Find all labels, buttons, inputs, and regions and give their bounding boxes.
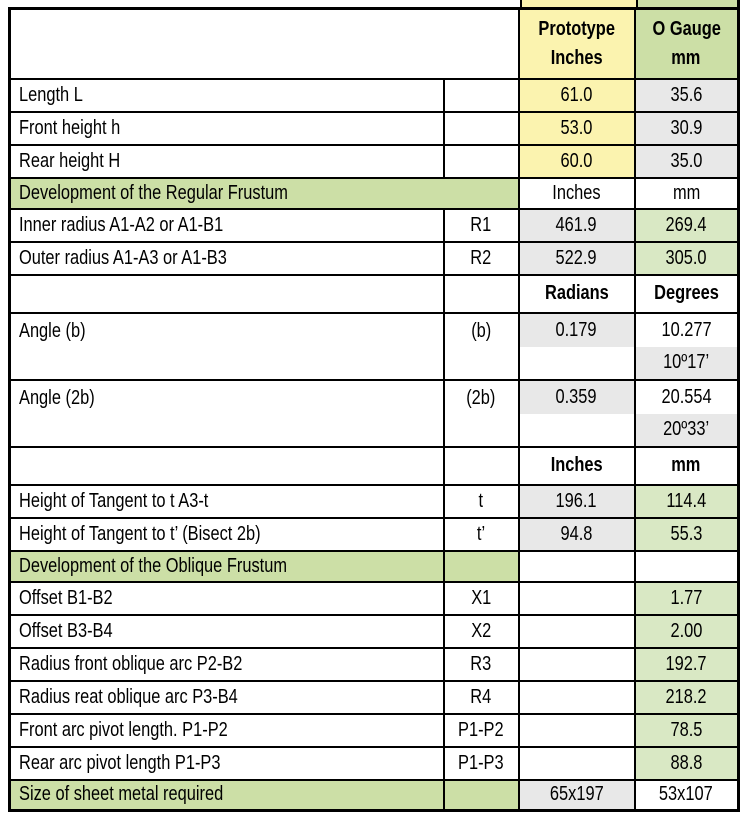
cell-label [10,447,444,485]
cell-text: Inner radius A1-A2 or A1-B1 [19,213,224,236]
cell-text: R2 [470,246,492,269]
cell-text: P1-P3 [458,751,504,774]
cell-radians-empty [519,414,635,447]
cell-label [10,209,444,242]
cell-label [10,79,444,112]
cell-label [10,681,444,714]
cell-text: 78.5 [670,718,703,741]
cell-text: R3 [470,652,492,675]
cell-inches-value [519,551,635,582]
table-section-row [10,551,739,582]
cell-text: Rear height H [19,149,121,172]
cell-symbol [444,209,519,242]
cell-symbol [444,112,519,145]
cell-text: P1-P2 [458,718,504,741]
cell-text: (2b) [466,386,496,409]
header-prototype-inches [520,17,634,71]
cell-text: R4 [470,685,492,708]
cell-symbol [444,447,519,485]
cell-label [10,582,444,615]
table-section-row [10,780,739,811]
cell-text: 20.554 [661,385,712,408]
cell-inches-value [519,485,635,518]
cell-text: 461.9 [555,213,598,236]
table-row [10,485,739,518]
cell-symbol [444,242,519,275]
cell-symbol [444,681,519,714]
cell-symbol [444,485,519,518]
cell-inches-value [519,242,635,275]
cell-text: mm [671,454,701,476]
cell-symbol [444,79,519,112]
cell-radians-empty [519,347,635,380]
cell-text: 0.359 [555,385,598,408]
cell-radians-value [519,380,635,414]
cell-text: Front height h [19,116,121,139]
cell-text: Inches [550,46,603,69]
table-row [10,112,739,145]
cell-inches-value [519,178,635,209]
cell-mm-value [635,485,739,518]
cell-inches-value [519,112,635,145]
table-subheader-row [10,447,739,485]
cell-text: Offset B3-B4 [19,619,113,642]
cell-text: 218.2 [665,685,707,708]
cell-inches-value [519,780,635,811]
cell-text: 305.0 [665,246,707,269]
cell-text: 61.0 [560,83,593,106]
frustum-table-body [10,9,739,811]
cell-symbol [444,747,519,780]
cell-section-title [10,551,444,582]
cell-text: Inches [552,181,601,204]
cell-radians-value [519,313,635,347]
cell-inches-value [519,747,635,780]
cell-text: (b) [470,319,492,342]
cell-mm-value [635,518,739,551]
cell-text: 2.00 [670,619,703,642]
cell-label [10,380,444,447]
cell-mm-value [635,747,739,780]
cell-symbol [444,145,519,178]
cell-text: Prototype [538,17,615,40]
cell-mm-value [635,145,739,178]
cell-degrees-value [635,313,739,347]
table-row [10,242,739,275]
cell-inches-value [519,79,635,112]
cell-text: 60.0 [560,149,593,172]
cell-inches-value [519,582,635,615]
table-row [10,615,739,648]
cell-text: X1 [470,586,492,609]
table-row [10,714,739,747]
cell-inches-value [519,145,635,178]
cell-label [10,518,444,551]
cell-symbol [444,648,519,681]
cell-text: Height of Tangent to t A3-t [19,489,209,512]
cell-text: 192.7 [665,652,707,675]
cell-unit-mm [635,275,739,313]
cell-label [10,714,444,747]
cell-symbol [444,313,519,380]
cell-text: R1 [470,213,492,236]
cell-unit-inches [519,447,635,485]
cell-symbol [444,615,519,648]
cell-text: Rear arc pivot length P1-P3 [19,751,221,774]
cell-mm-value [635,681,739,714]
cell-text: 55.3 [670,522,703,545]
cell-mm-value [635,551,739,582]
cell-text: 20º33’ [663,418,710,440]
cell-symbol [444,518,519,551]
cell-text: O Gauge [652,17,721,40]
cell-inches-value [519,681,635,714]
cell-symbol [444,582,519,615]
cell-text: Degrees [653,282,719,304]
cell-text: 35.0 [670,149,703,172]
cell-mm-value [635,209,739,242]
cell-label [10,485,444,518]
cell-text: 10º17’ [663,351,710,373]
cell-text: 114.4 [666,489,707,512]
cell-degrees-minutes [635,414,739,447]
cell-symbol [444,275,519,313]
cell-label [10,275,444,313]
header-ogauge-mm [636,17,738,71]
cell-text: 1.77 [670,586,703,609]
cell-text: 522.9 [555,246,598,269]
cell-section-symbol [444,780,519,811]
cell-text: 53x107 [659,783,714,806]
table-row [10,209,739,242]
cell-symbol [444,714,519,747]
cell-symbol [444,380,519,447]
cell-label [10,313,444,380]
cell-text: t [478,489,484,512]
cell-mm-value [635,615,739,648]
cell-text: 88.8 [670,751,703,774]
cell-mm-value [635,79,739,112]
table-header-row [10,9,739,79]
table-row [10,145,739,178]
cell-label [10,242,444,275]
cell-label [10,145,444,178]
cell-text: Height of Tangent to t’ (Bisect 2b) [19,522,261,545]
cell-text: Radius reat oblique arc P3-B4 [19,685,238,708]
cell-inches-value [519,518,635,551]
cell-text: mm [671,46,701,69]
table-row [10,747,739,780]
cell-text: Angle (2b) [19,386,95,409]
cell-degrees-value [635,380,739,414]
table-row [10,681,739,714]
header-prototype-inches-cell [519,9,635,79]
cell-text: 94.8 [560,522,593,545]
cell-label [10,112,444,145]
cell-degrees-minutes [635,347,739,380]
cell-text: 65x197 [549,783,604,806]
cell-text: 53.0 [560,116,593,139]
cell-label [10,648,444,681]
cell-mm-value [635,648,739,681]
header-ogauge-mm-cell [635,9,739,79]
cell-text: Size of sheet metal required [19,783,224,806]
cell-mm-value [635,242,739,275]
cell-section-title [10,178,519,209]
header-corner-cell [10,9,519,79]
cell-section-title [10,780,444,811]
cell-text: Offset B1-B2 [19,586,113,609]
cell-inches-value [519,648,635,681]
cell-text: Inches [550,454,603,476]
table-angle-row [10,313,739,347]
cell-mm-value [635,112,739,145]
cell-unit-inches [519,275,635,313]
cell-text: Development of the Oblique Frustum [19,554,287,577]
cell-text: t’ [476,522,486,545]
cell-text: 35.6 [670,83,703,106]
cell-unit-mm [635,447,739,485]
table-subheader-row [10,275,739,313]
cell-text: Development of the Regular Frustum [19,181,288,204]
cell-text: 30.9 [670,116,703,139]
cell-text: Outer radius A1-A3 or A1-B3 [19,246,227,269]
cell-mm-value [635,780,739,811]
table-angle-row [10,380,739,414]
cell-label [10,747,444,780]
table-section-row [10,178,739,209]
cell-text: Front arc pivot length. P1-P2 [19,718,228,741]
cell-section-symbol [444,551,519,582]
cell-text: Angle (b) [19,319,86,342]
cell-text: Length L [19,83,83,106]
cell-inches-value [519,714,635,747]
cell-inches-value [519,209,635,242]
cell-mm-value [635,714,739,747]
table-row [10,648,739,681]
cell-text: Radius front oblique arc P2-B2 [19,652,243,675]
cell-text: 269.4 [665,213,707,236]
table-row [10,79,739,112]
cell-text: Radians [544,282,609,304]
cell-text: mm [672,181,700,204]
cell-label [10,615,444,648]
table-row [10,582,739,615]
cell-text: 10.277 [661,318,712,341]
cell-inches-value [519,615,635,648]
cell-text: 0.179 [555,318,598,341]
cell-text: X2 [470,619,492,642]
cell-text: 196.1 [555,489,598,512]
table-row [10,518,739,551]
cell-mm-value [635,178,739,209]
cell-mm-value [635,582,739,615]
frustum-table [8,7,740,812]
